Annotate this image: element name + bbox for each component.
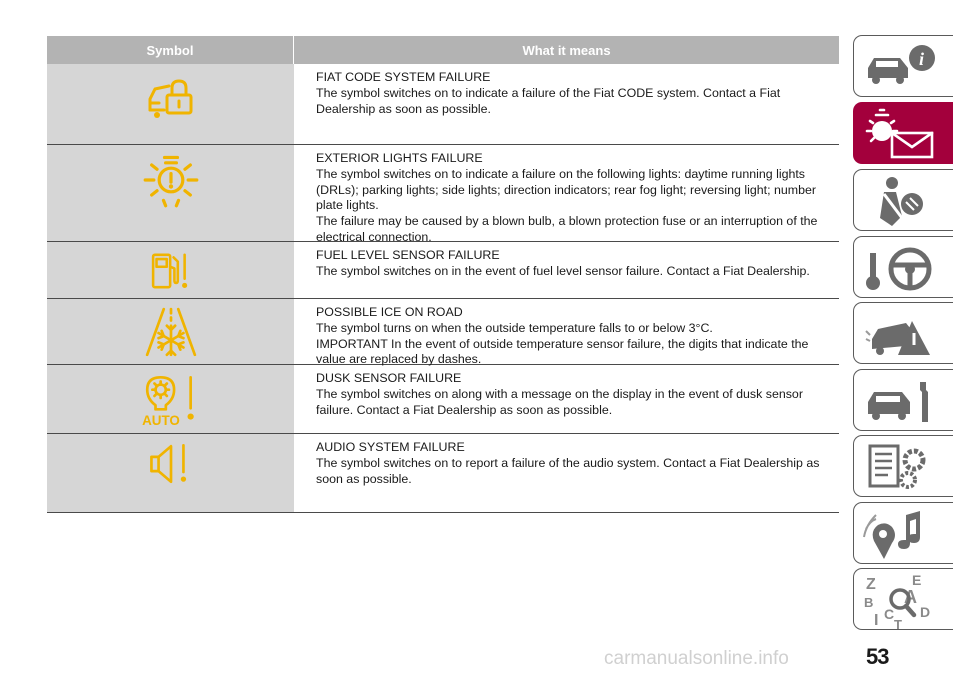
dusk-sensor-failure-icon [140, 371, 202, 427]
svg-text:i: i [919, 49, 925, 69]
row-text: The symbol switches on to indicate a failure on the following lights: daytime running lights (DRLs); parking lights; side lights; direction indicators; rear fog light; reversing light; number plate lights. [316, 166, 816, 213]
row-title: EXTERIOR LIGHTS FAILURE [316, 151, 483, 165]
tab-warning-lights[interactable] [853, 102, 953, 164]
ice-on-road-icon [143, 305, 199, 361]
audio-system-failure-icon [147, 440, 195, 488]
tab-technical-data[interactable] [853, 435, 953, 497]
row-title: FIAT CODE SYSTEM FAILURE [316, 70, 491, 84]
table-row [47, 299, 839, 365]
svg-text:B: B [864, 595, 874, 610]
header-meaning: What it means [522, 42, 611, 58]
table-row [47, 145, 839, 242]
row-title: AUDIO SYSTEM FAILURE [316, 440, 465, 454]
svg-text:I: I [874, 612, 879, 629]
multimedia-music-icon [862, 507, 942, 563]
svg-text:D: D [920, 604, 931, 620]
tab-safety[interactable] [853, 169, 953, 231]
row-text: The symbol switches on in the event of fuel level sensor failure. Contact a Fiat Dealership. [316, 263, 810, 278]
row-title: FUEL LEVEL SENSOR FAILURE [316, 248, 500, 262]
svg-text:E: E [912, 573, 922, 588]
row-title: POSSIBLE ICE ON ROAD [316, 305, 463, 319]
table-header [47, 36, 839, 64]
tab-index[interactable] [853, 568, 953, 630]
tab-emergency[interactable] [853, 302, 953, 364]
fuel-level-sensor-failure-icon [148, 248, 194, 294]
row-title: DUSK SENSOR FAILURE [316, 371, 462, 385]
table-row [47, 434, 839, 513]
row-text: The symbol switches on to report a failure of the audio system. Contact a Fiat Dealership as soon as possible. [316, 455, 820, 486]
row-text: The symbol switches on along with a message on the display in the event of dusk sensor failure. Contact a Fiat Dealership as soon as possible. [316, 386, 803, 417]
key-steering-wheel-icon [862, 241, 942, 297]
car-info-icon [862, 40, 942, 94]
specs-gears-icon [862, 440, 942, 496]
watermark: carmanualsonline.info [604, 648, 789, 669]
warning-light-message-icon [862, 107, 942, 163]
auto-label: AUTO [141, 412, 180, 427]
svg-text:C: C [884, 606, 895, 622]
svg-text:T: T [894, 617, 902, 629]
tab-starting-driving[interactable] [853, 236, 953, 298]
table-row [47, 242, 839, 299]
car-maintenance-wrench-icon [862, 374, 942, 430]
table-row [47, 64, 839, 145]
seat-belt-airbag-icon [862, 174, 942, 230]
car-crash-warning-icon [862, 307, 942, 363]
row-text: The symbol turns on when the outside temperature falls to or below 3°C. [316, 320, 713, 335]
row-text: The symbol switches on to indicate a failure of the Fiat CODE system. Contact a Fiat Dealership as soon as possible. [316, 85, 781, 116]
tab-car-info[interactable] [853, 35, 953, 97]
row-text: IMPORTANT In the event of outside temperature sensor failure, the digits that indicate the value are replaced by dashes. [316, 336, 809, 367]
table-row [47, 365, 839, 434]
row-text: The failure may be caused by a blown bulb, a blown protection fuse or an interruption of the electrical connection. [316, 214, 818, 244]
warning-lights-table [47, 36, 839, 513]
tab-multimedia[interactable] [853, 502, 953, 564]
alphabetical-index-search-icon [862, 573, 942, 629]
tab-maintenance[interactable] [853, 369, 953, 431]
page-number: 53 [866, 644, 889, 669]
svg-text:Z: Z [866, 576, 876, 593]
fiat-code-lock-icon [144, 70, 198, 124]
svg-text:A: A [904, 587, 917, 607]
header-symbol: Symbol [47, 36, 294, 64]
exterior-lights-failure-icon [142, 151, 200, 209]
